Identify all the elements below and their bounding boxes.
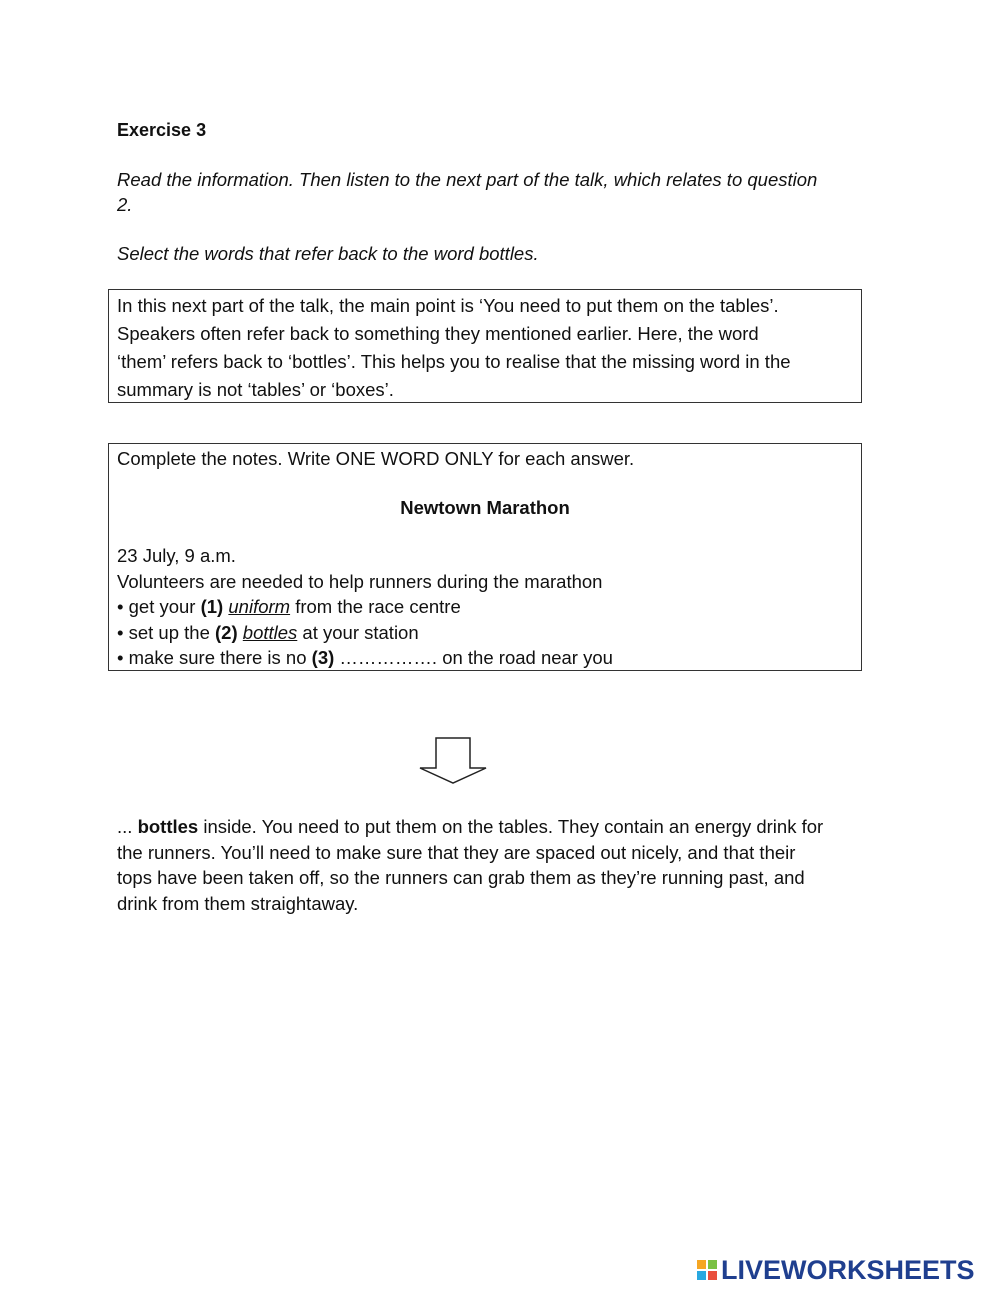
notes-item-3	[117, 645, 853, 671]
notes-date: 23 July, 9 a.m.	[117, 545, 236, 566]
exercise-title: Exercise 3	[117, 120, 207, 140]
passage-line-1-rest: inside. You need to put them on the tables. They contain an energy drink for	[198, 816, 824, 837]
info-line-1: In this next part of the talk, the main point is ‘You need to put them on the tables’.	[117, 295, 779, 316]
notes-item-2	[117, 620, 853, 646]
select-instruction: Select the words that refer back to the word bottles.	[117, 243, 539, 264]
answer-bottles[interactable]: bottles	[242, 621, 298, 643]
passage-line-3: tops have been taken off, so the runners can grab them as they’re running past, and	[117, 867, 805, 888]
passage-line-1	[117, 814, 823, 840]
question-number-1: (1)	[200, 596, 224, 617]
info-box	[108, 289, 862, 403]
passage-line-2: the runners. You’ll need to make sure that they are spaced out nicely, and that their	[117, 841, 796, 863]
notes-item-1	[117, 594, 853, 620]
notes-volunteers: Volunteers are needed to help runners during the marathon	[117, 570, 603, 592]
logo-block-i	[708, 1260, 717, 1269]
liveworksheets-logo	[697, 1255, 975, 1285]
bullet-text: • set up the	[117, 621, 216, 643]
logo-block-e	[708, 1271, 717, 1280]
item-2-rest: at your station	[297, 621, 419, 643]
instruction-line-2: 2.	[117, 194, 133, 215]
answer-blank-3[interactable]: …………….	[339, 647, 438, 668]
passage	[117, 814, 823, 916]
question-number-2: (2)	[215, 621, 238, 643]
notes-instruction: Complete the notes. Write ONE WORD ONLY for each answer.	[117, 448, 635, 469]
bullet-text: • get your	[117, 596, 201, 617]
answer-uniform[interactable]: uniform	[228, 596, 291, 617]
passage-line-4: drink from them straightaway.	[117, 892, 359, 914]
question-number-3: (3)	[311, 647, 335, 668]
down-arrow-icon	[418, 737, 490, 785]
info-line-3: ‘them’ refers back to ‘bottles’. This helps you to realise that the missing word in the	[117, 351, 791, 372]
passage-ellipsis: ...	[117, 816, 138, 837]
logo-block-l	[697, 1260, 706, 1269]
logo-text: LIVEWORKSHEETS	[721, 1254, 975, 1285]
item-3-rest: on the road near you	[437, 647, 613, 668]
bullet-text: • make sure there is no	[117, 647, 312, 668]
instruction-line-1: Read the information. Then listen to the next part of the talk, which relates to question	[117, 169, 818, 190]
notes-heading: Newtown Marathon	[400, 496, 570, 518]
info-line-4: summary is not ‘tables’ or ‘boxes’.	[117, 379, 394, 400]
logo-block-v	[697, 1271, 706, 1280]
notes-box	[108, 443, 862, 671]
item-1-rest: from the race centre	[290, 596, 461, 617]
passage-word-bottles[interactable]: bottles	[137, 816, 199, 837]
logo-blocks	[697, 1260, 717, 1280]
info-line-2: Speakers often refer back to something they mentioned earlier. Here, the word	[117, 323, 759, 344]
